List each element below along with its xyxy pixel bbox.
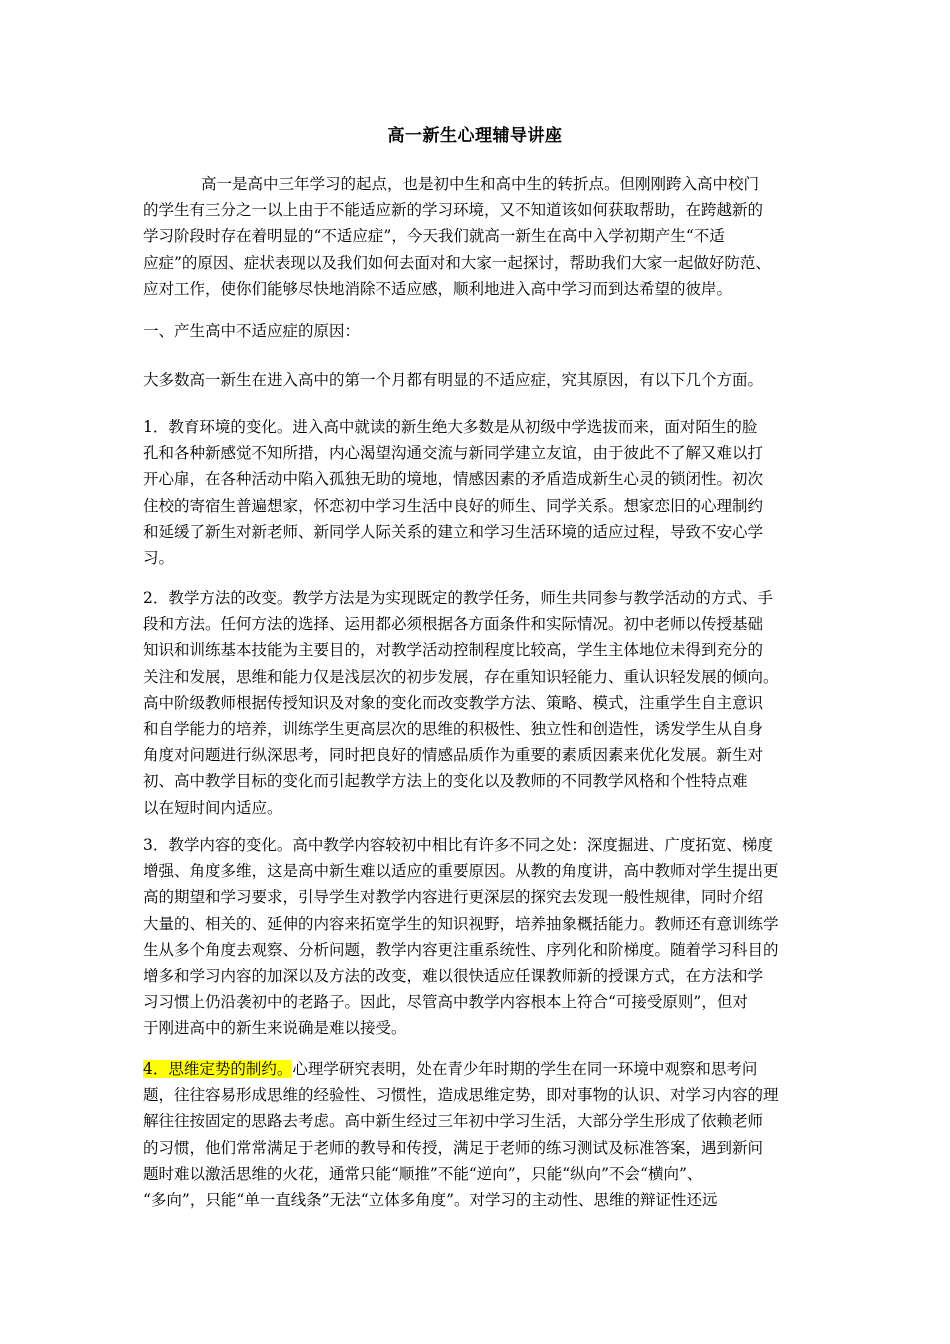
- item-3-line: 3．教学内容的变化。高中教学内容较初中相比有许多不同之处：深度掘进、广度拓宽、梯度: [143, 836, 773, 854]
- item-3-line: 增多和学习内容的加深以及方法的改变，难以很快适应任课教师新的授课方式，在方法和学: [143, 967, 764, 986]
- item-3-line: 高的期望和学习要求，引导学生对教学内容进行更深层的探究去发现一般性规律，同时介绍: [143, 888, 764, 907]
- item-2-line: 高中阶级教师根据传授知识及对象的变化而改变教学方法、策略、模式，注重学生自主意识: [143, 693, 764, 712]
- item-1-line: 开心扉，在各种活动中陷入孤独无助的境地，情感因素的矛盾造成新生心灵的锁闭性。初次: [143, 470, 764, 489]
- item-3-line: 增强、角度多维，这是高中新生难以适应的重要原因。从教的角度讲，高中教师对学生提出更: [143, 862, 779, 881]
- document-title: 高一新生心理辅导讲座: [387, 126, 563, 146]
- intro-line: 高一是高中三年学习的起点，也是初中生和高中生的转折点。但刚刚跨入高中校门: [201, 175, 760, 193]
- item-4-line: 题，往往容易形成思维的经验性、习惯性，造成思维定势，即对事物的认识、对学习内容的理: [143, 1086, 779, 1105]
- item-2-line: 段和方法。任何方法的选择、运用都必须根据各方面条件和实际情况。初中老师以传授基础: [143, 615, 764, 634]
- item-4-line: 解往往按固定的思路去考虑。高中新生经过三年初中学习生活，大部分学生形成了依赖老师: [143, 1112, 764, 1131]
- item-3-line: 于刚进高中的新生来说确是难以接受。: [143, 1019, 407, 1038]
- intro-paragraph: [143, 171, 813, 302]
- item-1-line: 住校的寄宿生普遍想家，怀恋初中学习生活中良好的师生、同学关系。想家恋旧的心理制约: [143, 496, 764, 515]
- intro-line: 应症”的原因、症状表现以及我们如何去面对和大家一起探讨，帮助我们大家一起做好防范、: [143, 253, 771, 272]
- item-2-line: 关注和发展，思维和能力仅是浅层次的初步发展，存在重知识轻能力、重认识轻发展的倾向。: [143, 667, 779, 686]
- item-1-line: 孔和各种新感觉不知所措，内心渴望沟通交流与新同学建立友谊，由于彼此不了解又难以打: [143, 444, 764, 463]
- item-4-line: 的习惯，他们常常满足于老师的教导和传授，满足于老师的练习测试及标准答案，遇到新问: [143, 1138, 764, 1157]
- item-4-line: 题时难以激活思维的火花，通常只能“顺推”不能“逆向”，只能“纵向”不会“横向”、: [143, 1164, 703, 1183]
- item-4-line: “多向”，只能“单一直线条”无法“立体多角度”。对学习的主动性、思维的辩证性还远: [143, 1191, 718, 1210]
- item-2-line: 初、高中教学目标的变化而引起教学方法上的变化以及教师的不同教学风格和个性特点难: [143, 772, 748, 791]
- item-4-first-rest: 心理学研究表明，处在青少年时期的学生在同一环境中观察和思考问: [292, 1060, 758, 1078]
- item-4-line: [143, 1056, 813, 1082]
- item-1-paragraph: [143, 414, 813, 571]
- item-3-line: 大量的、相关的、延伸的内容来拓宽学生的知识视野，培养抽象概括能力。教师还有意训练学: [143, 914, 779, 933]
- intro-line: 应对工作，使你们能够尽快地消除不适应感，顺利地进入高中学习而到达希望的彼岸。: [143, 279, 733, 298]
- item-2-line: 2．教学方法的改变。教学方法是为实现既定的教学任务，师生共同参与教学活动的方式、手: [143, 589, 773, 607]
- intro-line: 学习阶段时存在着明显的“不适应症”，今天我们就高一新生在高中入学初期产生“不适: [143, 227, 725, 246]
- item-2-line: 以在短时间内适应。: [143, 798, 283, 817]
- intro-line: 的学生有三分之一以上由于不能适应新的学习环境，又不知道该如何获取帮助，在跨越新的: [143, 201, 764, 220]
- item-1-line: 1．教育环境的变化。进入高中就读的新生绝大多数是从初级中学选拔而来，面对陌生的脸: [143, 418, 758, 436]
- item-1-line: 和延缓了新生对新老师、新同学人际关系的建立和学习生活环境的适应过程，导致不安心学: [143, 522, 764, 541]
- item-3-line: 生从多个角度去观察、分析问题，教学内容更注重系统性、序列化和阶梯度。随着学习科目的: [143, 940, 779, 959]
- item-2-line: 角度对问题进行纵深思考，同时把良好的情感品质作为重要的素质因素来优化发展。新生对: [143, 746, 764, 765]
- highlighted-heading: 4．思维定势的制约。: [143, 1060, 293, 1078]
- item-2-paragraph: [143, 585, 813, 821]
- item-1-line: 习。: [143, 549, 175, 568]
- item-2-line: 和自学能力的培养，训练学生更高层次的思维的积极性、独立性和创造性，诱发学生从自身: [143, 720, 764, 739]
- section-lead: 大多数高一新生在进入高中的第一个月都有明显的不适应症，究其原因，有以下几个方面。: [143, 371, 764, 389]
- item-2-line: 知识和训练基本技能为主要目的，对教学活动控制程度比较高，学生主体地位未得到充分的: [143, 641, 764, 660]
- item-3-line: 习习惯上仍沿袭初中的老路子。因此，尽管高中教学内容根本上符合“可接受原则”，但对: [143, 993, 748, 1012]
- item-4-paragraph: [143, 1056, 813, 1213]
- section-heading: 一、产生高中不适应症的原因：: [143, 322, 361, 340]
- item-3-paragraph: [143, 832, 813, 1042]
